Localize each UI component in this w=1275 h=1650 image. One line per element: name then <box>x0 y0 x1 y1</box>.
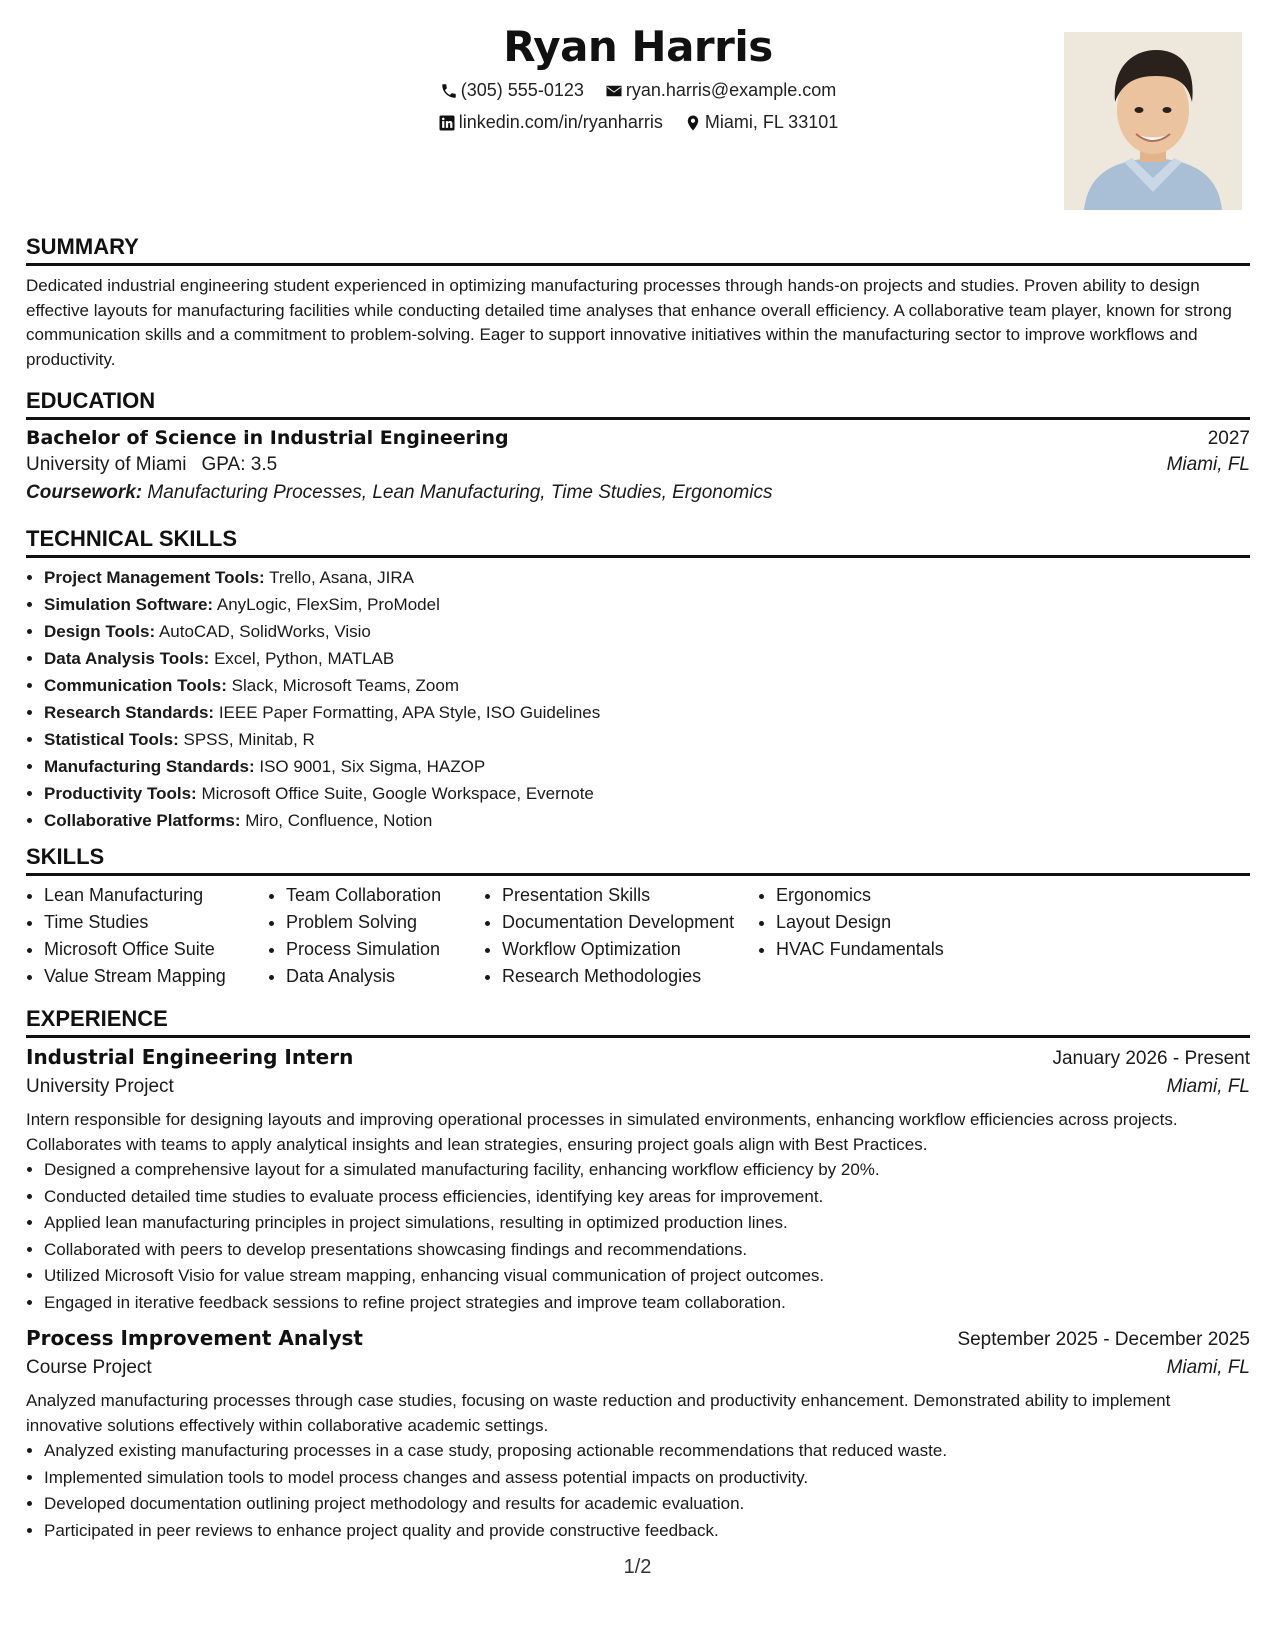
skills-section <box>26 844 1250 990</box>
technical-skill-item <box>44 564 1250 591</box>
job-header-row <box>26 1045 1250 1070</box>
skill-values: AnyLogic, FlexSim, ProModel <box>216 595 440 614</box>
gpa: GPA: 3.5 <box>201 454 278 475</box>
skill-values: AutoCAD, SolidWorks, Visio <box>158 622 371 641</box>
job-organization: Course Project <box>26 1357 152 1378</box>
job-bullet: • Applied lean manufacturing principles in project simulations, resulting in optimized production lines. <box>44 1210 1250 1237</box>
experience-section <box>26 1006 1250 1544</box>
skill-item: • Lean Manufacturing <box>44 882 268 909</box>
skill-item: • Layout Design <box>776 909 996 936</box>
technical-skill-item <box>44 645 1250 672</box>
email-contact[interactable] <box>605 80 836 101</box>
skill-category: Manufacturing Standards: <box>44 757 255 776</box>
phone-text: (305) 555-0123 <box>460 80 584 100</box>
job-bullet: • Analyzed existing manufacturing processes in a case study, proposing actionable recommendations that reduced waste. <box>44 1438 1250 1465</box>
skill-category: Design Tools: <box>44 622 156 641</box>
job-location: Miami, FL <box>1166 1076 1250 1097</box>
job-bullet: • Designed a comprehensive layout for a simulated manufacturing facility, enhancing workflow efficiency by 20%. <box>44 1157 1250 1184</box>
job-dates: September 2025 - December 2025 <box>957 1329 1250 1350</box>
resume-header <box>26 20 1250 220</box>
skills-column-4 <box>758 882 996 990</box>
job-bullets <box>26 1438 1250 1544</box>
school-location: Miami, FL <box>1166 454 1250 475</box>
skill-item: • Presentation Skills <box>502 882 758 909</box>
skill-item: • Value Stream Mapping <box>44 963 268 990</box>
job-bullet: • Utilized Microsoft Visio for value stream mapping, enhancing visual communication of project outcomes. <box>44 1263 1250 1290</box>
job-bullet: • Developed documentation outlining project methodology and results for academic evaluation. <box>44 1491 1250 1518</box>
summary-heading: SUMMARY <box>26 234 1250 266</box>
technical-skill-item <box>44 618 1250 645</box>
linkedin-text: linkedin.com/in/ryanharris <box>458 112 663 132</box>
skills-heading: SKILLS <box>26 844 1250 876</box>
technical-skill-item <box>44 753 1250 780</box>
linkedin-contact[interactable] <box>438 112 663 133</box>
job-entry <box>26 1326 1250 1544</box>
school-name: University of Miami <box>26 454 187 475</box>
school-info <box>26 454 277 476</box>
phone-icon <box>440 82 458 100</box>
skill-item: • HVAC Fundamentals <box>776 936 996 963</box>
map-marker-icon <box>684 114 702 132</box>
job-entry <box>26 1045 1250 1316</box>
job-title: Industrial Engineering Intern <box>26 1045 354 1069</box>
skill-values: Slack, Microsoft Teams, Zoom <box>231 676 459 695</box>
skill-item: • Workflow Optimization <box>502 936 758 963</box>
job-title: Process Improvement Analyst <box>26 1326 363 1350</box>
graduation-year: 2027 <box>1207 428 1250 449</box>
technical-skill-item <box>44 672 1250 699</box>
job-org-row <box>26 1357 1250 1379</box>
resume-page <box>26 20 1250 1544</box>
coursework-list: Manufacturing Processes, Lean Manufacturing, Time Studies, Ergonomics <box>147 482 773 503</box>
job-org-row <box>26 1076 1250 1098</box>
skill-values: Excel, Python, MATLAB <box>214 649 395 668</box>
location-contact <box>684 112 838 133</box>
skill-item: • Problem Solving <box>286 909 484 936</box>
technical-skill-item <box>44 591 1250 618</box>
profile-photo <box>1064 32 1242 210</box>
job-description: Analyzed manufacturing processes through case studies, focusing on waste reduction and productivity enhancement. Demonstrated ability to implement innovative solutions effectively within collaborative academic settings. <box>26 1391 1171 1435</box>
skill-category: Productivity Tools: <box>44 784 197 803</box>
skill-values: Microsoft Office Suite, Google Workspace, Evernote <box>201 784 594 803</box>
skill-category: Collaborative Platforms: <box>44 811 241 830</box>
skill-item: • Team Collaboration <box>286 882 484 909</box>
job-location: Miami, FL <box>1166 1357 1250 1378</box>
skill-category: Communication Tools: <box>44 676 227 695</box>
skills-column-2 <box>268 882 484 990</box>
job-bullet: • Collaborated with peers to develop presentations showcasing findings and recommendations. <box>44 1237 1250 1264</box>
degree-title: Bachelor of Science in Industrial Engineering <box>26 427 509 449</box>
technical-skills-heading: TECHNICAL SKILLS <box>26 526 1250 558</box>
linkedin-icon <box>438 114 456 132</box>
skill-values: IEEE Paper Formatting, APA Style, ISO Guidelines <box>218 703 601 722</box>
school-row <box>26 454 1250 476</box>
skill-values: SPSS, Minitab, R <box>183 730 315 749</box>
page-number: 1/2 <box>623 1556 652 1578</box>
experience-heading: EXPERIENCE <box>26 1006 1250 1038</box>
coursework-label: Coursework: <box>26 482 143 503</box>
envelope-icon <box>605 82 623 100</box>
skills-column-3 <box>484 882 758 990</box>
skill-item: • Ergonomics <box>776 882 996 909</box>
skill-category: Simulation Software: <box>44 595 214 614</box>
skill-category: Project Management Tools: <box>44 568 265 587</box>
skill-values: Trello, Asana, JIRA <box>269 568 415 587</box>
technical-skill-item <box>44 726 1250 753</box>
summary-text: Dedicated industrial engineering student experienced in optimizing manufacturing processes through hands-on projects and studies. Proven ability to design effective layouts for manufacturing facilities while conducting detailed time analyses that enhance overall efficiency. A collaborative team player, known for strong communication skills and a commitment to problem-solving. Eager to support innovative initiatives within the manufacturing sector to improve workflows and productivity. <box>26 276 1232 369</box>
education-section <box>26 388 1250 504</box>
skills-grid <box>26 882 1250 990</box>
skill-item: • Data Analysis <box>286 963 484 990</box>
email-text: ryan.harris@example.com <box>625 80 837 100</box>
portrait-image <box>1064 32 1242 210</box>
skill-item: • Documentation Development <box>502 909 758 936</box>
job-organization: University Project <box>26 1076 174 1097</box>
skill-values: Miro, Confluence, Notion <box>245 811 433 830</box>
skill-values: ISO 9001, Six Sigma, HAZOP <box>259 757 486 776</box>
job-bullet: • Engaged in iterative feedback sessions to refine project strategies and improve team collaboration. <box>44 1290 1250 1317</box>
skill-item: • Process Simulation <box>286 936 484 963</box>
job-bullets <box>26 1157 1250 1316</box>
job-bullet: • Conducted detailed time studies to evaluate process efficiencies, identifying key areas for improvement. <box>44 1184 1250 1211</box>
skill-category: Research Standards: <box>44 703 215 722</box>
skill-item: • Microsoft Office Suite <box>44 936 268 963</box>
skills-column-1 <box>26 882 268 990</box>
technical-skill-item <box>44 780 1250 807</box>
location-text: Miami, FL 33101 <box>704 112 839 132</box>
job-bullet: • Implemented simulation tools to model process changes and assess potential impacts on productivity. <box>44 1465 1250 1492</box>
technical-skills-section <box>26 526 1250 834</box>
technical-skill-item <box>44 807 1250 834</box>
summary-section <box>26 234 1250 372</box>
skill-category: Statistical Tools: <box>44 730 179 749</box>
skill-item: • Research Methodologies <box>502 963 758 990</box>
phone-contact[interactable] <box>440 80 584 101</box>
education-heading: EDUCATION <box>26 388 1250 420</box>
technical-skill-item <box>44 699 1250 726</box>
candidate-name: Ryan Harris <box>503 22 773 71</box>
degree-row <box>26 427 1250 450</box>
job-header-row <box>26 1326 1250 1351</box>
coursework-line <box>26 482 1250 504</box>
job-description: Intern responsible for designing layouts and improving operational processes in simulated environments, enhancing workflow efficiencies across projects. Collaborates with teams to apply analytical insights and lean strategies, ensuring project goals align with Best Practices. <box>26 1110 1178 1154</box>
technical-skills-list <box>26 564 1250 834</box>
skill-category: Data Analysis Tools: <box>44 649 210 668</box>
job-dates: January 2026 - Present <box>1052 1048 1250 1069</box>
job-bullet: • Participated in peer reviews to enhance project quality and provide constructive feedback. <box>44 1518 1250 1545</box>
skill-item: • Time Studies <box>44 909 268 936</box>
